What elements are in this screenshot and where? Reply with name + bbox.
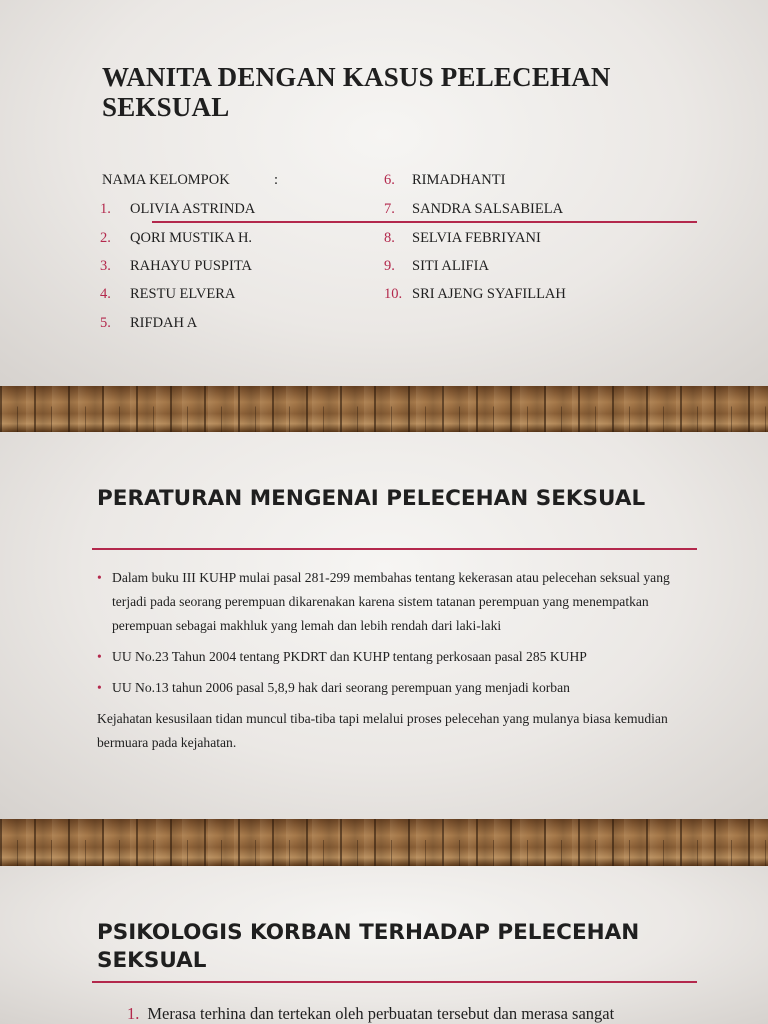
member-name: RESTU ELVERA	[130, 286, 236, 302]
member-name: RIFDAH A	[130, 315, 198, 331]
bullet-list	[97, 566, 687, 707]
accent-line-3	[92, 981, 697, 983]
bullet-item: • Dalam buku III KUHP mulai pasal 281-299 membahas tentang kekerasan atau pelecehan seksual yang terjadi pada seorang perempuan dikarenakan karena sistem tatanan perempuan yang menempatkan perempuan sebagai makhluk yang lemah dan lebih rendah dari laki-laki	[97, 566, 687, 638]
member-number: 9.	[384, 258, 395, 274]
member-name: SRI AJENG SYAFILLAH	[412, 286, 566, 302]
member-number: 7.	[384, 201, 395, 217]
wood-floor-divider	[0, 386, 768, 432]
member-name: SELVIA FEBRIYANI	[412, 230, 541, 246]
bullet-item: • UU No.13 tahun 2006 pasal 5,8,9 hak dari seorang perempuan yang menjadi korban	[97, 676, 687, 700]
member-name: RAHAYU PUSPITA	[130, 258, 252, 274]
group-label: NAMA KELOMPOK	[102, 172, 230, 188]
numbered-list	[127, 1002, 707, 1024]
member-number: 8.	[384, 230, 395, 246]
slide-2-title: PERATURAN MENGENAI PELECEHAN SEKSUAL	[97, 486, 646, 511]
slide-1	[0, 0, 768, 386]
group-colon: :	[274, 172, 279, 188]
slide-2-paragraph: Kejahatan kesusilaan tidan muncul tiba-tiba tapi melalui proses pelecehan yang mulanya biasa kemudian bermuara pada kejahatan.	[97, 711, 668, 750]
member-number: 4.	[100, 286, 111, 302]
member-number: 6.	[384, 172, 395, 188]
bullet-item: • UU No.23 Tahun 2004 tentang PKDRT dan KUHP tentang perkosaan pasal 285 KUHP	[97, 645, 687, 669]
slide-3-title: PSIKOLOGIS KORBAN TERHADAP PELECEHAN SEKSUAL	[97, 920, 640, 973]
accent-line-1	[152, 221, 697, 223]
member-name: OLIVIA ASTRINDA	[130, 201, 256, 217]
member-name: SITI ALIFIA	[412, 258, 489, 274]
slide-1-title: WANITA DENGAN KASUS PELECEHAN SEKSUAL	[102, 62, 611, 122]
member-name: SANDRA SALSABIELA	[412, 201, 564, 217]
member-number: 2.	[100, 230, 111, 246]
member-number: 5.	[100, 315, 111, 331]
member-name: QORI MUSTIKA H.	[130, 230, 253, 246]
member-number: 1.	[100, 201, 111, 217]
member-number: 10.	[384, 286, 403, 302]
list-number: 1.	[127, 1004, 140, 1023]
member-number: 3.	[100, 258, 111, 274]
accent-line-2	[92, 548, 697, 550]
list-item-text: Merasa terhina dan tertekan oleh perbuatan tersebut dan merasa sangat	[147, 1004, 615, 1023]
member-name: RIMADHANTI	[412, 172, 506, 188]
wood-floor-divider	[0, 819, 768, 866]
